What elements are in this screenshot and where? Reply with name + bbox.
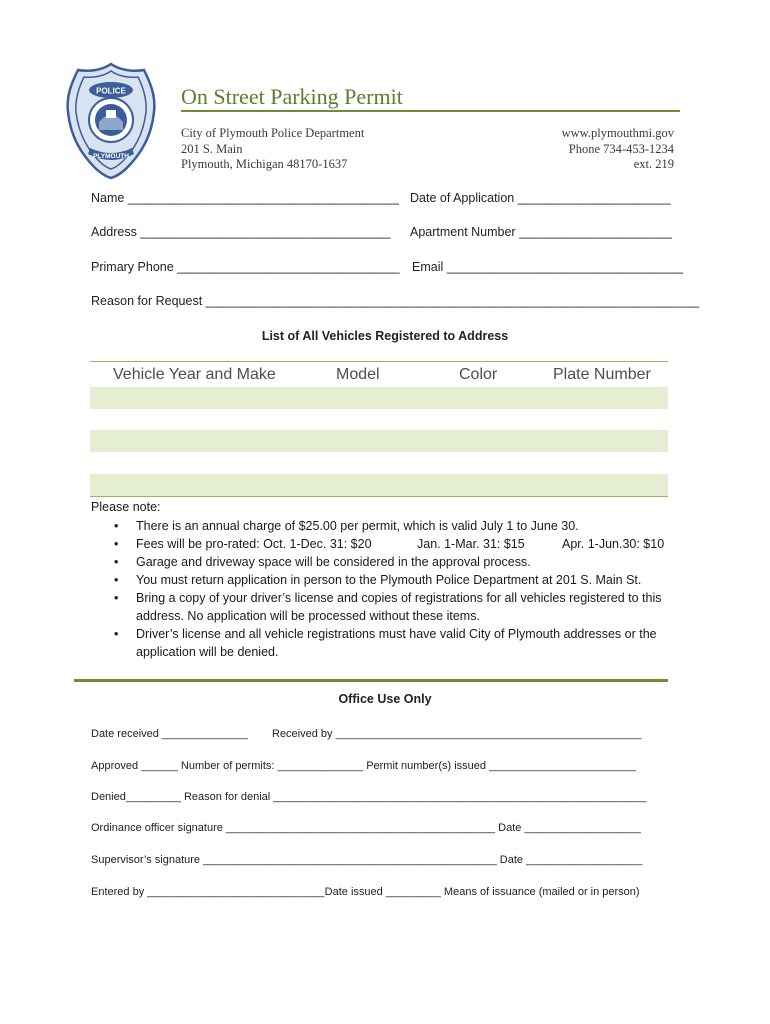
- fee-q1: Jan. 1-Mar. 31: $15: [417, 537, 525, 551]
- column-header-model: Model: [336, 366, 380, 383]
- note-text: Bring a copy of your driver’s license and copies of registrations for all vehicles registered to this address. No application will be processed without these items.: [136, 591, 662, 623]
- department-contact: [562, 126, 674, 173]
- date-received-field[interactable]: Date received ______________: [91, 728, 248, 740]
- bullet: •: [114, 555, 119, 569]
- apartment-number-field[interactable]: Apartment Number ______________________: [410, 225, 673, 239]
- office-use-heading: Office Use Only: [338, 692, 432, 706]
- entered-by-field[interactable]: Entered by _____________________________Date issued _________ Means of issuance (mailed or in person): [91, 886, 640, 898]
- vehicle-row[interactable]: [90, 474, 668, 496]
- badge-bottom-text: PLYMOUTH: [93, 153, 129, 160]
- badge-top-text: POLICE: [96, 86, 126, 96]
- notes-list: [114, 517, 694, 661]
- denied-field[interactable]: Denied_________ Reason for denial _____________________________________________________________: [91, 791, 647, 803]
- bullet: •: [114, 519, 119, 533]
- name-field[interactable]: Name _______________________________________: [91, 191, 399, 205]
- note-text: You must return application in person to the Plymouth Police Department at 201 S. Main St.: [136, 573, 642, 587]
- note-text: There is an annual charge of $25.00 per permit, which is valid July 1 to June 30.: [136, 519, 579, 533]
- supervisor-signature-field[interactable]: Supervisor’s signature ________________________________________________ Date ___________________: [91, 854, 643, 866]
- fee-q2: Apr. 1-Jun.30: $10: [562, 537, 665, 551]
- fee-schedule: [136, 535, 694, 553]
- department-city: Plymouth, Michigan 48170-1637: [181, 157, 348, 171]
- column-header-plate-number: Plate Number: [553, 366, 651, 383]
- list-item: [114, 571, 694, 589]
- date-of-application-field[interactable]: Date of Application ______________________: [410, 191, 671, 205]
- department-address: [181, 126, 364, 173]
- fee-q4: Fees will be pro-rated: Oct. 1-Dec. 31: $20: [136, 537, 372, 551]
- page-title: On Street Parking Permit: [181, 84, 403, 109]
- column-header-year-make: Vehicle Year and Make: [113, 366, 276, 383]
- table-bottom-rule: [90, 496, 668, 497]
- bullet: •: [114, 591, 119, 605]
- vehicle-row[interactable]: [90, 430, 668, 452]
- please-note-label: Please note:: [91, 500, 161, 514]
- list-item: [114, 535, 694, 553]
- department-extension: ext. 219: [633, 157, 674, 171]
- note-text: Garage and driveway space will be considered in the approval process.: [136, 555, 531, 569]
- title-divider: [181, 110, 680, 112]
- column-header-color: Color: [459, 366, 498, 383]
- table-top-rule: [90, 361, 668, 362]
- department-phone: Phone 734-453-1234: [568, 141, 674, 156]
- bullet: •: [114, 627, 119, 641]
- list-item: [114, 553, 694, 571]
- received-by-field[interactable]: Received by __________________________________________________: [272, 728, 642, 740]
- list-item: [114, 589, 694, 625]
- reason-for-request-field[interactable]: Reason for Request _______________________________________________________________________: [91, 294, 700, 308]
- note-text: Driver’s license and all vehicle registrations must have valid City of Plymouth addresses or the application will be denied.: [136, 627, 657, 659]
- department-website: www.plymouthmi.gov: [561, 126, 674, 140]
- vehicle-row[interactable]: [90, 387, 668, 409]
- primary-phone-field[interactable]: Primary Phone ________________________________: [91, 260, 400, 274]
- bullet: •: [114, 573, 119, 587]
- police-badge-logo: [64, 62, 158, 180]
- ordinance-officer-signature-field[interactable]: Ordinance officer signature ____________________________________________ Date ___________________: [91, 822, 641, 834]
- address-field[interactable]: Address ____________________________________: [91, 225, 391, 239]
- department-name: City of Plymouth Police Department: [181, 126, 365, 140]
- list-item: [114, 517, 694, 535]
- bullet: •: [114, 537, 119, 551]
- office-divider: [74, 679, 668, 682]
- list-item: [114, 625, 694, 661]
- vehicles-heading: List of All Vehicles Registered to Address: [261, 329, 509, 343]
- vehicles-table: [90, 361, 668, 497]
- department-street: 201 S. Main: [181, 141, 243, 156]
- email-field[interactable]: Email __________________________________: [412, 260, 684, 274]
- approved-field[interactable]: Approved ______ Number of permits: ______________ Permit number(s) issued ________________________: [91, 760, 636, 772]
